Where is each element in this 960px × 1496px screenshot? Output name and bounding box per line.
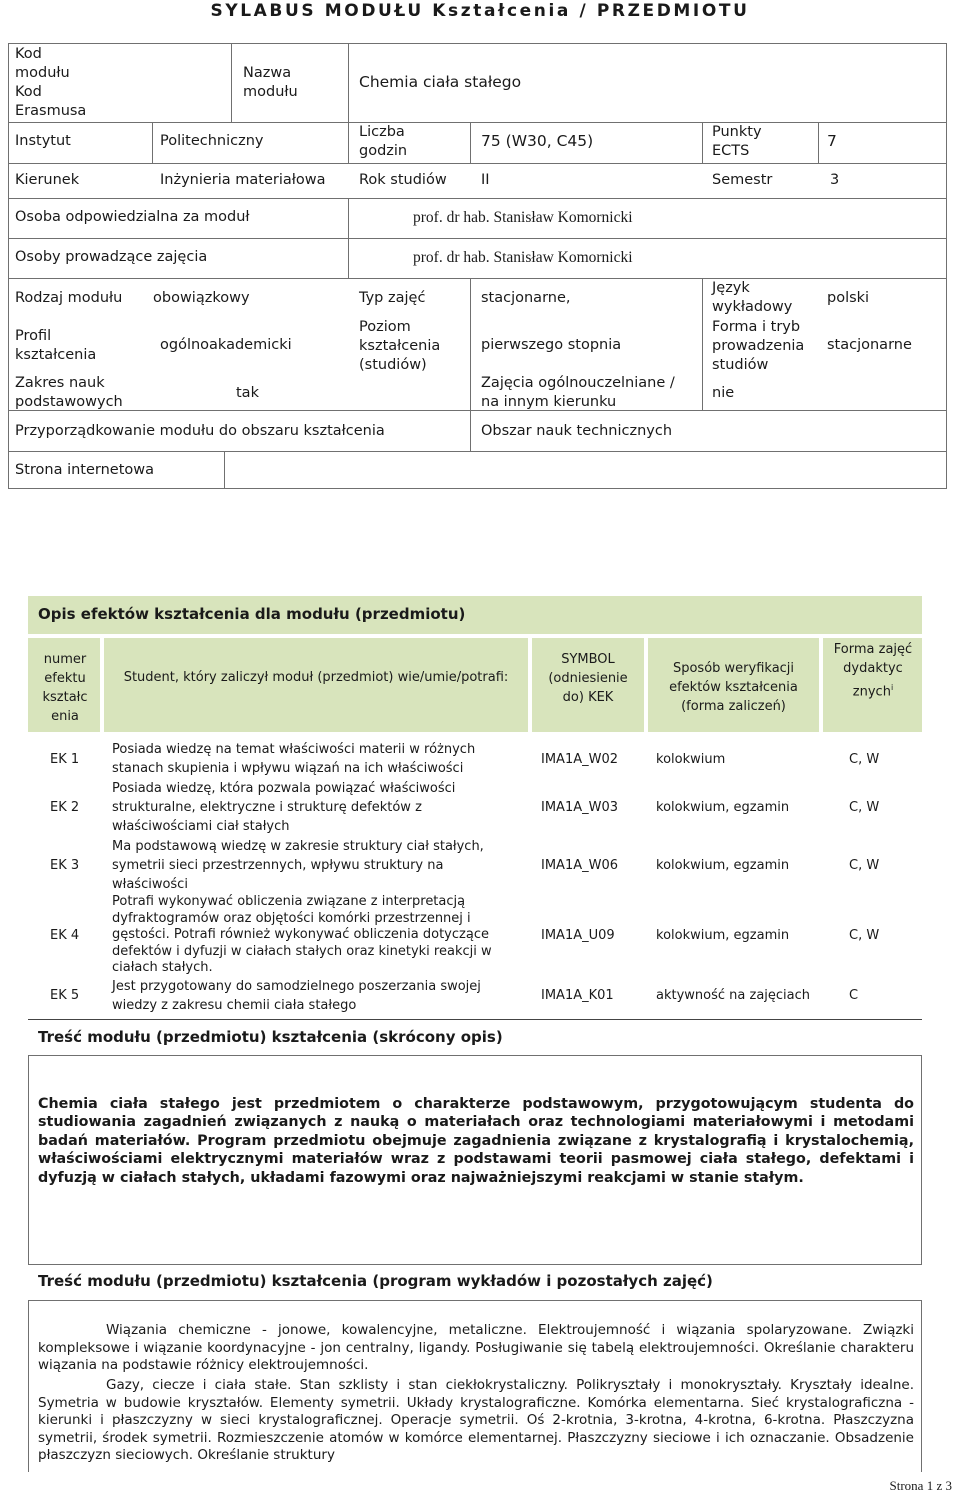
rok-value: II (481, 172, 490, 188)
semestr-label: Semestr (712, 172, 773, 188)
row-symbol: IMA1A_W02 (541, 752, 619, 767)
jezyk-value: polski (827, 290, 870, 306)
col-numer: numer efektu kształc enia (42, 652, 88, 724)
row-num: EK 4 (50, 928, 80, 943)
row-sposob: kolokwium, egzamin (656, 928, 790, 943)
tresc-program-p2: Gazy, ciecze i ciała stałe. Stan szklisty i stan ciekłokrystaliczny. Polikryształy i monokryształy. Kryształy idealne. Symetria w budowie kryształów. Elementy symetrii. Układy krystalograficzne. Komórka elementarna. Sieć krystalograficzna - kierunki i płaszczyzny w sieci krystalograficznej. Operacje symetrii. Oś 2-krotnia, 3-krotna, 4-krotna, 6-krotna. Płaszczyzna symetrii, środek symetrii. Rozmieszczenie atomów w komórce elementarnej. Płaszczyzny sieciowe i ich oznaczanie. Obsadzenie płaszczyzn sieciowych. Określanie struktury (38, 1377, 914, 1464)
osoba-label: Osoba odpowiedzialna za moduł (15, 209, 250, 225)
osoba-value: prof. dr hab. Stanisław Komornicki (413, 209, 633, 226)
forma-value: stacjonarne (827, 337, 912, 353)
strona-label: Strona internetowa (15, 462, 155, 478)
osoby-value: prof. dr hab. Stanisław Komornicki (413, 249, 633, 266)
zajecia-label: Zajęcia ogólnouczelniane / na innym kierunku (481, 375, 675, 410)
row-symbol: IMA1A_W06 (541, 858, 619, 873)
row-forma: C, W (849, 800, 880, 815)
row-desc: Posiada wiedzę, która pozwala powiązać właściwości strukturalne, elektryczne i strukturę defektów z właściwościami ciał stałych (112, 781, 456, 834)
kod-modulu-label: Kod modułu (15, 46, 70, 81)
poziom-label: Poziom kształcenia (studiów) (359, 319, 441, 373)
przyp-value: Obszar nauk technicznych (481, 423, 673, 439)
row-symbol: IMA1A_K01 (541, 988, 614, 1003)
typ-label: Typ zajęć (359, 290, 426, 306)
instytut-value: Politechniczny (160, 133, 264, 149)
row-symbol: IMA1A_U09 (541, 928, 615, 943)
nazwa-modulu-label: Nazwa modułu (243, 65, 298, 100)
row-forma: C (849, 988, 859, 1003)
poziom-value: pierwszego stopnia (481, 337, 622, 353)
liczba-godzin-value: 75 (W30, C45) (481, 132, 594, 150)
efekty-title: Opis efektów kształcenia dla modułu (przedmiotu) (38, 605, 466, 623)
col-forma: Forma zajęć dydaktyc znych$^i$ (833, 642, 913, 700)
forma-label: Forma i tryb prowadzenia studiów (712, 319, 805, 373)
rodzaj-value: obowiązkowy (153, 290, 250, 306)
col-student: Student, który zaliczył moduł (przedmiot) wie/umie/potrafi: (123, 670, 509, 685)
col-symbol: SYMBOL (odniesienie do) KEK (548, 652, 628, 705)
row-forma: C, W (849, 928, 880, 943)
rodzaj-label: Rodzaj modułu (15, 290, 123, 306)
row-num: EK 3 (50, 858, 80, 873)
tresc-skrocony-text: Chemia ciała stałego jest przedmiotem o charakterze podstawowym, przygotowującym studenta do studiowania zagadnień związanych z nauką o materiałach oraz technologiami materiałowymi i metodami badań materiałów. Program przedmiotu obejmuje zagadnienia związane z krystalografią i krystalochemią, właściwościami elektrycznymi materiałów wraz z podstawami teorii pasmowej ciała stałego, defektami i dyfuzją w ciałach stałych, układami fazowymi oraz najważniejszymi reakcjami w stanie stałym. (38, 1096, 914, 1186)
kod-erasmusa-label: Kod Erasmusa (15, 84, 87, 119)
row-sposob: aktywność na zajęciach (656, 988, 811, 1003)
kierunek-label: Kierunek (15, 172, 80, 188)
profil-label: Profil kształcenia (15, 328, 97, 363)
profil-value: ogólnoakademicki (160, 337, 292, 353)
row-forma: C, W (849, 858, 880, 873)
zakres-value: tak (236, 385, 259, 401)
row-num: EK 5 (50, 988, 80, 1003)
row-num: EK 2 (50, 800, 80, 815)
row-symbol: IMA1A_W03 (541, 800, 619, 815)
row-desc: Posiada wiedzę na temat właściwości materii w różnych stanach skupienia i wpływu wiązań na ich właściwości (112, 742, 476, 776)
rok-label: Rok studiów (359, 172, 447, 188)
semestr-value: 3 (830, 172, 840, 188)
row-sposob: kolokwium (656, 752, 726, 767)
tresc-program-p1: Wiązania chemiczne - jonowe, kowalencyjne, metaliczne. Elektroujemność i wiązania spolaryzowane. Związki kompleksowe i wiązanie koordynacyjne - jon centralny, ligandy. Posługiwanie się tabelą elektroujemności. Określanie charakteru wiązania na podstawie różnicy elektroujemności. (38, 1322, 914, 1374)
osoby-label: Osoby prowadzące zajęcia (15, 249, 208, 265)
row-desc: Potrafi wykonywać obliczenia związane z interpretacją dyfraktogramów oraz objętości komórki przestrzennej i gęstości. Potrafi również wykonywać obliczenia dotyczące defektów i dyfuzji w ciałach stałych oraz kinetyki reakcji w ciałach stałych. (112, 894, 492, 975)
row-forma: C, W (849, 752, 880, 767)
typ-value: stacjonarne, (481, 290, 571, 306)
punkty-ects-value: 7 (827, 132, 837, 150)
nazwa-modulu-value: Chemia ciała stałego (359, 73, 522, 91)
kierunek-value: Inżynieria materiałowa (160, 172, 326, 188)
page-number: Strona 1 z 3 (889, 1478, 952, 1493)
tresc-skrocony-title: Treść modułu (przedmiotu) kształcenia (skrócony opis) (38, 1028, 503, 1046)
row-desc: Ma podstawową wiedzę w zakresie struktury ciał stałych, symetrii sieci przestrzennych, wpływu struktury na właściwości (112, 839, 484, 892)
instytut-label: Instytut (15, 133, 71, 149)
zajecia-value: nie (712, 385, 735, 401)
jezyk-label: Język wykładowy (712, 280, 793, 315)
row-sposob: kolokwium, egzamin (656, 858, 790, 873)
punkty-ects-label: Punkty ECTS (712, 124, 762, 159)
zakres-label: Zakres nauk podstawowych (15, 375, 123, 410)
row-sposob: kolokwium, egzamin (656, 800, 790, 815)
row-desc: Jest przygotowany do samodzielnego poszerzania swojej wiedzy z zakresu chemii ciała stałego (112, 979, 481, 1013)
page-title: SYLABUS MODUŁU Kształcenia / PRZEDMIOTU (210, 1, 750, 21)
przyp-label: Przyporządkowanie modułu do obszaru kształcenia (15, 423, 385, 439)
tresc-program-title: Treść modułu (przedmiotu) kształcenia (program wykładów i pozostałych zajęć) (38, 1272, 713, 1290)
row-num: EK 1 (50, 752, 80, 767)
col-sposob: Sposób weryfikacji efektów kształcenia (forma zaliczeń) (669, 661, 798, 714)
liczba-godzin-label: Liczba godzin (359, 124, 408, 159)
